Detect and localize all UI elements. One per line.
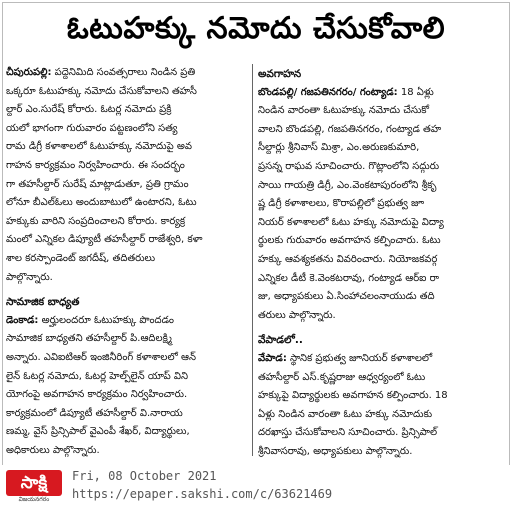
text-line: ఒక్కరూ ఓటుహక్కు నమోదు చేసుకోవాలని తహసీ [6, 85, 197, 97]
subheading-vepada: వేపాడలో.. [258, 334, 303, 347]
text-line: నిండిన వారంతా ఓటుహక్కు నమోదు చేసుకో [258, 105, 430, 117]
text-line: అన్నారు. ఎవిఐటిఆర్ ఇంజినీరింగ్ కళాశాలలో ఆన్ [6, 351, 196, 363]
text-line: 18 ఏళ్లు [400, 86, 434, 98]
headline: ఓటుహక్కు నమోదు చేసుకోవాలి [66, 11, 446, 46]
text-line: ప్రసన్న రాఘవ సూచించారు. గొట్లాంలోని సద్గురు [258, 160, 440, 172]
right-paragraph-2 [258, 350, 504, 462]
text-line: ర్థులకు గురువారం అవగాహన కల్పించారు. ఓటు [258, 235, 441, 247]
text-line: తహసీల్దార్ ఎస్.కృష్ణరాజు ఆధ్వర్యంలో ఓటు [258, 371, 426, 383]
text-line: యలో భాగంగా గురువారం పట్టణంలోని సత్య [6, 122, 178, 134]
text-line: సాయి గాయత్రి డిగ్రీ, ఎం.వెంకటాపురంలోని శ్రీకృ [258, 179, 437, 191]
left-paragraph-2 [6, 312, 252, 461]
text-line: పద్దెనిమిది సంవత్సరాలు నిండిన ప్రతి [54, 67, 196, 78]
text-line: ష్ణ డిగ్రీ కళాశాలలు, కొరాపల్లిలో ప్రభుత్వ జూ [258, 198, 425, 210]
text-line: ల్దార్ ఎం.సురేష్ కోరారు. ఓటర్ల నమోదు ప్రక్రి [6, 104, 172, 116]
logo-wordmark: సాక్షి [20, 473, 48, 493]
text-line: రామ డిగ్రీ కళాశాలలో ఓటుహక్కు నమోదుపై అవ [6, 141, 192, 153]
text-line: శాల కరస్పాండెంట్ జగదీష్, తదితరులు [6, 252, 156, 264]
sakshi-logo [6, 470, 62, 504]
text-line: దరఖాస్తు చేసుకోవాలని సూచించారు. ప్రిన్సిపాల్ [258, 427, 438, 439]
left-column [6, 64, 252, 459]
text-line: అధికారులు పాల్గొన్నారు. [6, 444, 100, 456]
dateline-vepada: వేపాడ: [258, 352, 287, 364]
text-line: తరులు పాల్గొన్నారు. [258, 309, 336, 321]
logo-edition: విజయనగరం [18, 496, 50, 503]
text-line: హక్కుకు వారిని సంప్రదించాలని కోరారు. కార్యక్ర [6, 215, 186, 227]
text-line: హక్కుపై విద్యార్థులకు అవగాహన కల్పించారు. 18 [258, 390, 448, 402]
text-line: పాల్గొన్నారు. [6, 271, 53, 283]
dateline-denkada: డెంకాడ: [6, 314, 39, 326]
text-line: వాలని బొండపల్లి, గజపతినగరం, గంట్యాడ తహ [258, 123, 442, 135]
text-line: హక్కు ఆవశ్యకతను వివరించారు. నియోజకవర్గ [258, 253, 438, 265]
subheading-awareness: అవగాహన [258, 68, 302, 80]
right-paragraph-1 [258, 84, 504, 326]
text-line: ణమ్మ, వైస్ ప్రిన్సిపాల్ వైఎంపీ శేఖర్, విద్యార్థులు, [6, 426, 190, 438]
subheading-social-responsibility: సామాజిక బాధ్యత [6, 296, 80, 309]
text-line: లైన్ ఓటర్ల నమోదు, ఓటర్ల హెల్ప్‌లైన్ యాప్ విని [6, 370, 189, 382]
text-line: స్థానిక ప్రభుత్వ జూనియర్ కళాశాలలో [290, 352, 433, 364]
text-line: యోగంపై అవగాహన కార్యక్రమం నిర్వహించారు. [6, 389, 188, 401]
text-line: నియర్ కళాశాలలో ఓటు హక్కు నమోదుపై విద్యా [258, 216, 444, 228]
text-line: సీల్దార్లు శ్రీనివాస్ మిశ్రా, ఎం.అరుణకుమారి, [258, 142, 420, 154]
column-divider [252, 64, 253, 456]
text-line: లోనూ బీఎల్ఓలు అందుబాటులో ఉంటారని, ఓటు [6, 197, 197, 209]
text-line: ఏళ్లు నిండిన వారంతా ఓటు హక్కు నమోదుకు [258, 408, 433, 420]
text-line: ఎన్నికల డీటీ కె.వెంకటరావు, గంట్యాడ ఆర్ఐ రా [258, 272, 439, 284]
dateline-bondapalli: బొండపల్లి/ గజపతినగరం/ గంట్యాడ: [258, 86, 398, 98]
footer [0, 465, 514, 509]
text-line: గాహన కార్యక్రమం నిర్వహించారు. ఈ సందర్భం [6, 159, 185, 171]
text-line: జు, అధ్యాపకులు ఏ.సింహాచలంనాయుడు తది [258, 291, 435, 303]
text-line: మంలో ఎన్నికల డిప్యూటీ తహసీల్దార్ రాజేశ్వరి, కళా [6, 234, 203, 246]
publication-date: Fri, 08 October 2021 [72, 469, 217, 483]
epaper-link[interactable]: https://epaper.sakshi.com/c/63621469 [72, 487, 333, 501]
text-line: శ్రీనివాసరావు, అధ్యాపకులు పాల్గొన్నారు. [258, 445, 413, 457]
text-line: సామాజిక బాధ్యతని తహసీల్దార్ పి.ఆదిలక్ష్మి [6, 333, 173, 345]
text-line: గా తహసీల్దార్ సురేష్ మాట్లాడుతూ, ప్రతి గ్రామం [6, 178, 189, 190]
text-line: అర్హులందరూ ఓటుహక్కు పొందడం [41, 314, 174, 326]
dateline-chipurupalli: చీపురుపల్లి: [6, 67, 52, 78]
right-column [258, 64, 504, 459]
text-line: కార్యక్రమంలో డిప్యూటీ తహసీల్దార్ వి.నారాయ [6, 407, 183, 419]
left-paragraph-1 [6, 64, 252, 287]
